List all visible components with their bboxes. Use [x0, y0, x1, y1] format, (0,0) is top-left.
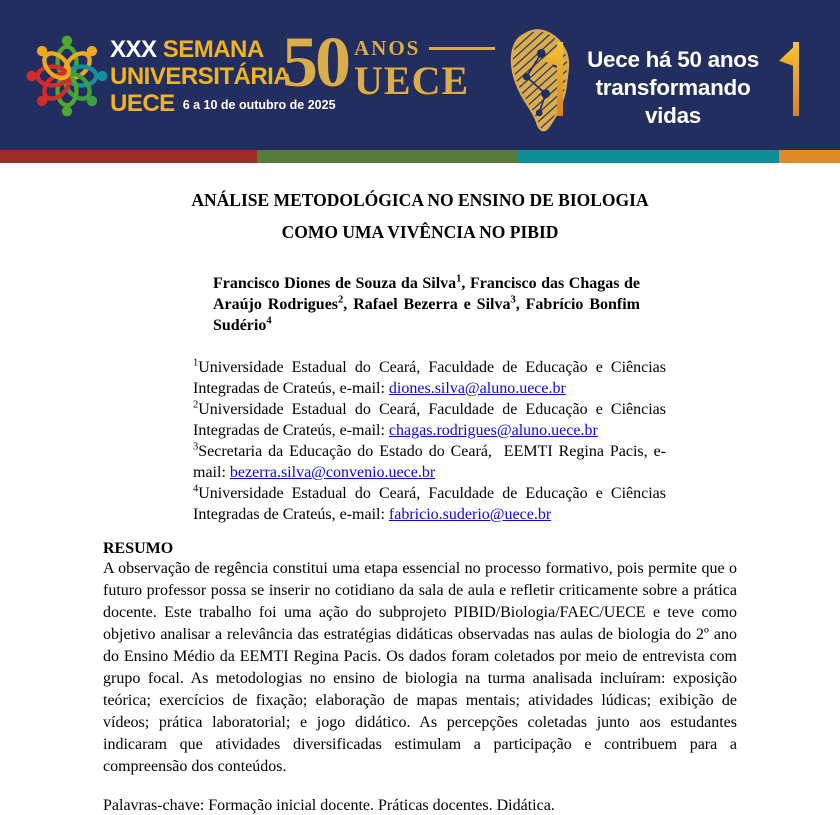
article-title: [103, 184, 737, 248]
affiliation-item: $^1$Universidade Estadual do Ceará, Faculdade de Educação e Ciências Integradas de Crateús, e-mail: diones.silva@aluno.uece.br: [193, 357, 666, 397]
stripe-teal-segment: [517, 150, 780, 163]
anniversary-rule: [429, 47, 495, 50]
keywords-line: Palavras-chave: Formação inicial docente. Práticas docentes. Didática.: [103, 797, 555, 814]
event-word-semana: SEMANA: [162, 36, 264, 63]
resumo-text: A observação de regência constitui uma etapa essencial no processo formativo, pois permite que o futuro professor possa se inserir no cotidiano da sala de aula e refletir criticamente sobre a prática docente. Este trabalho foi uma ação do subprojeto PIBID/Biologia/FAEC/UECE e teve como objetivo analisar a relevância das estratégias didáticas observadas nas aulas de biologia do 2º ano do Ensino Médio da EEMTI Regina Pacis. Os dados foram coletados por meio de entrevista com grupo focal. As metodologias no ensino de biologia na turma analisada incluíram: exposição teórica; exercícios de fixação; elaboração de mapas mentais; atividades lúdicas; exibição de vídeos; prática laboratorial; e jogo didático. As percepções coletadas junto aos estudantes indicaram que atividades diversificadas estimulam a participação e contribuem para a compreensão dos conteúdos.: [103, 560, 737, 775]
uece-mandala-logo-icon: [24, 20, 110, 132]
tagline-line1: Uece há 50 anos: [587, 47, 759, 72]
affiliation-item: $^4$Universidade Estadual do Ceará, Faculdade de Educação e Ciências Integradas de Crateús, e-mail: fabricio.suderio@uece.br: [193, 483, 666, 523]
event-date: 6 a 10 de outubro de 2025: [182, 98, 336, 112]
event-edition: XXX: [110, 36, 157, 63]
resumo-heading: RESUMO: [103, 540, 174, 557]
email-link[interactable]: bezerra.silva@convenio.uece.br: [229, 464, 436, 481]
flag-icon: [779, 42, 803, 116]
flag-icon: [543, 42, 567, 116]
title-line2: COMO UMA VIVÊNCIA NO PIBID: [281, 222, 559, 242]
event-word-universitaria: UNIVERSITÁRIA: [110, 63, 291, 90]
email-link[interactable]: chagas.rodrigues@aluno.uece.br: [388, 422, 598, 439]
anniversary-anos-label: ANOS: [354, 36, 421, 60]
anniversary-number: 50: [282, 22, 348, 102]
email-link[interactable]: fabricio.suderio@uece.br: [388, 506, 552, 523]
email-link[interactable]: diones.silva@aluno.uece.br: [388, 380, 566, 397]
affiliations-block: [193, 357, 666, 525]
stripe-red-segment: [0, 150, 257, 163]
anniversary-uece-label: UECE: [354, 58, 470, 103]
stripe-orange-segment: [779, 150, 839, 163]
anniversary-50-logo: [282, 22, 575, 134]
event-banner: [0, 0, 840, 150]
stripe-green-segment: [257, 150, 517, 163]
title-line1: ANÁLISE METODOLÓGICA NO ENSINO DE BIOLOGIA: [191, 190, 649, 210]
article-body: [0, 184, 840, 815]
event-word-uece: UECE: [110, 90, 175, 117]
tagline-line2: transformando vidas: [595, 75, 751, 128]
banner-tagline: [572, 46, 774, 130]
authors-line: Francisco Diones de Souza da Silva$^1$, Francisco das Chagas de Araújo Rodrigues$^2$, Rafael Bezerra e Silva$^3$, Fabrício Bonfim Sudério$^4$: [213, 273, 641, 334]
color-stripe: [0, 150, 840, 163]
affiliation-item: $^3$Secretaria da Educação do Estado do Ceará, EEMTI Regina Pacis, e-mail: bezerra.silva@convenio.uece.br: [193, 441, 666, 481]
affiliation-item: $^2$Universidade Estadual do Ceará, Faculdade de Educação e Ciências Integradas de Crateús, e-mail: chagas.rodrigues@aluno.uece.br: [193, 399, 666, 439]
